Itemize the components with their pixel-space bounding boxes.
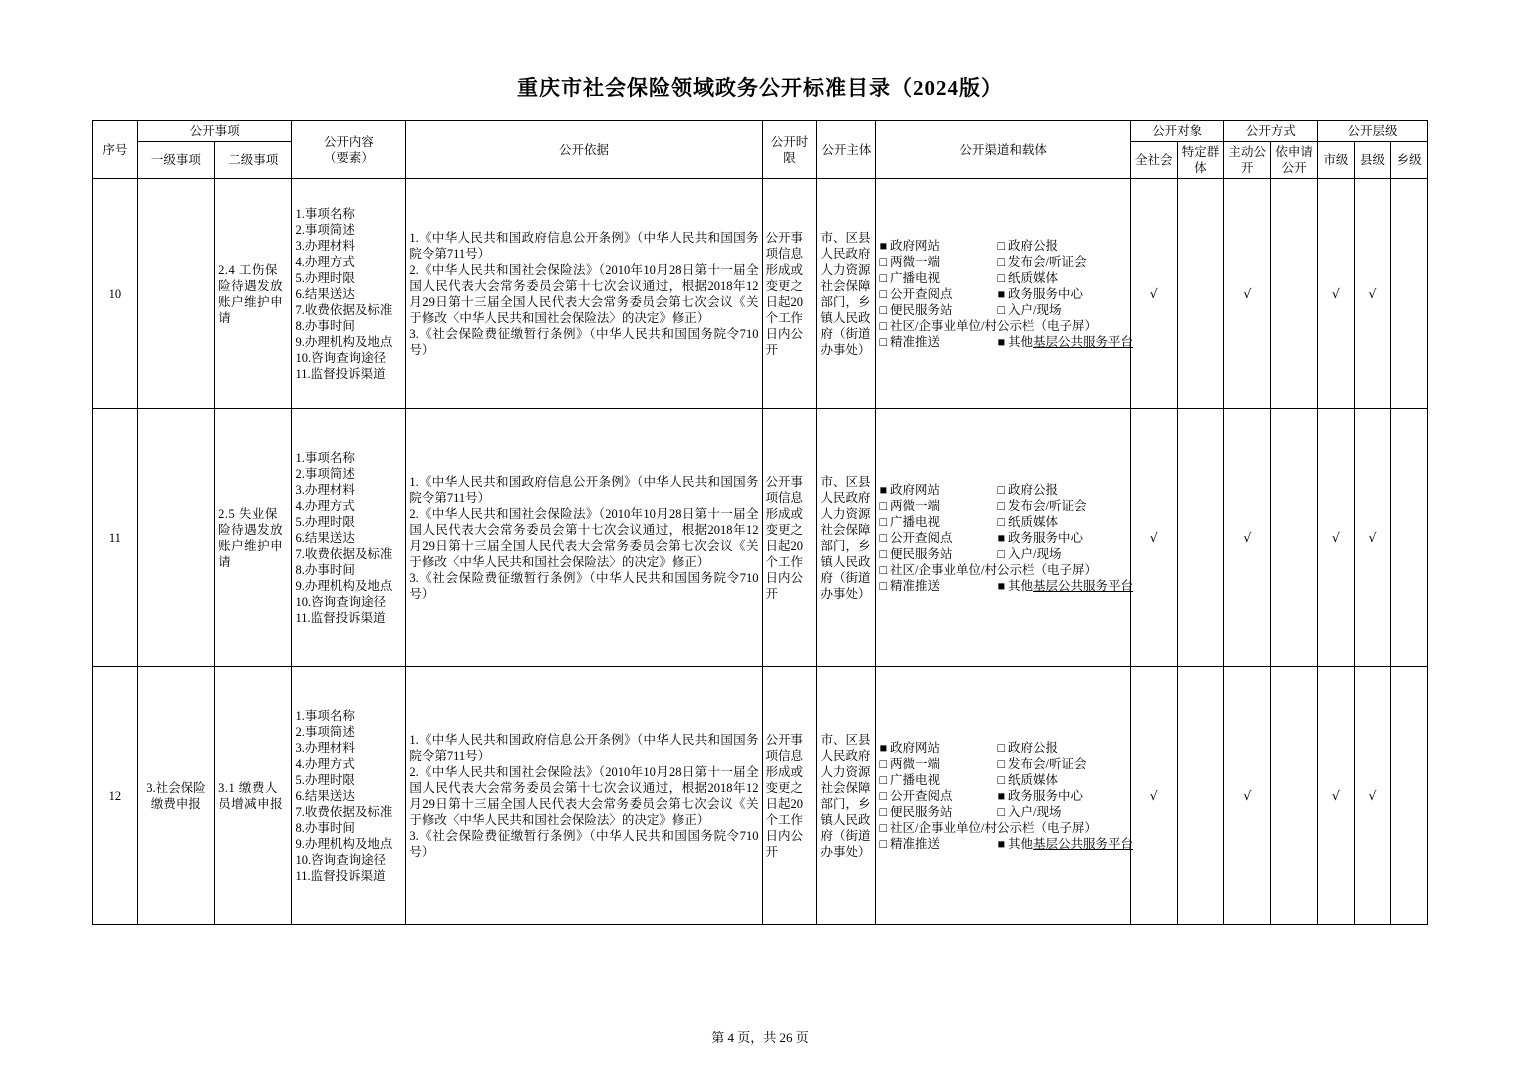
channel-option-convenience-station: □ 便民服务站 <box>879 546 997 562</box>
header-content-line1: 公开内容 <box>323 134 374 149</box>
cell-mode-request <box>1271 179 1318 409</box>
channel-option-gov-gazette: □ 政府公报 <box>997 482 1126 498</box>
cell-seq: 11 <box>93 409 138 667</box>
channel-option-door-to-door: □ 入户/现场 <box>997 302 1126 318</box>
channel-option-empty <box>997 820 1126 836</box>
header-matter-level1: 一级事项 <box>137 142 214 179</box>
cell-audience-specific <box>1177 179 1224 409</box>
channel-option-service-center: ■ 政务服务中心 <box>997 530 1126 546</box>
channel-option-two-micro-one-end: □ 两微一端 <box>879 498 997 514</box>
header-channels: 公开渠道和载体 <box>876 121 1130 179</box>
header-level-town: 乡级 <box>1391 142 1428 179</box>
channel-option-convenience-station: □ 便民服务站 <box>879 302 997 318</box>
header-mode-group: 公开方式 <box>1224 121 1318 142</box>
channel-option-gov-website: ■ 政府网站 <box>879 740 997 756</box>
cell-mode-active: √ <box>1224 179 1271 409</box>
cell-audience-specific <box>1177 409 1224 667</box>
cell-elements: 1.事项名称 2.事项简述 3.办理材料 4.办理方式 5.办理时限 6.结果送达 7.收费依据及标准 8.办事时间 9.办理机构及地点 10.咨询查询途径 11.监督投诉渠道 <box>292 179 406 409</box>
cell-audience-specific <box>1177 667 1224 925</box>
cell-subject: 市、区县人民政府人力资源社会保障部门，乡镇人民政府（街道办事处） <box>817 667 876 925</box>
cell-seq: 10 <box>93 179 138 409</box>
cell-level-city: √ <box>1318 667 1355 925</box>
cell-channels <box>876 409 1134 667</box>
channel-option-other: ■ 其他基层公共服务平台 <box>997 334 1133 350</box>
table-header-row-1 <box>93 121 1428 142</box>
channel-option-gov-gazette: □ 政府公报 <box>997 740 1126 756</box>
cell-elements: 1.事项名称 2.事项简述 3.办理材料 4.办理方式 5.办理时限 6.结果送达 7.收费依据及标准 8.办事时间 9.办理机构及地点 10.咨询查询途径 11.监督投诉渠道 <box>292 409 406 667</box>
header-mode-active: 主动公开 <box>1224 142 1271 179</box>
page-footer: 第 4 页，共 26 页 <box>711 1030 809 1045</box>
cell-level-town <box>1391 409 1428 667</box>
channel-option-press-conference: □ 发布会/听证会 <box>997 756 1126 772</box>
cell-level2: 3.1 缴费人员增减申报 <box>215 667 292 925</box>
channel-option-print-media: □ 纸质媒体 <box>997 514 1126 530</box>
channel-option-service-center: ■ 政务服务中心 <box>997 788 1126 804</box>
cell-subject: 市、区县人民政府人力资源社会保障部门，乡镇人民政府（街道办事处） <box>817 179 876 409</box>
cell-basis: 1.《中华人民共和国政府信息公开条例》（中华人民共和国国务院令第711号） 2.《中华人民共和国社会保险法》（2010年10月28日第十一届全国人民代表大会常务委员会第十七次会议通过，根据2018年12月29日第十三届全国人民代表大会常务委员会第七次会议《关于修改〈中华人民共和国社会保险法〉的决定》修正） 3.《社会保险费征缴暂行条例》（中华人民共和国国务院令710号） <box>406 179 762 409</box>
channel-option-public-reading: □ 公开查阅点 <box>879 286 997 302</box>
channel-option-community-bulletin: □ 社区/企事业单位/村公示栏（电子屏） <box>879 562 997 578</box>
cell-timelimit: 公开事项信息形成或变更之日起20个工作日内公开 <box>762 179 817 409</box>
cell-level-town <box>1391 667 1428 925</box>
table-row <box>93 179 1428 409</box>
channel-option-door-to-door: □ 入户/现场 <box>997 546 1126 562</box>
cell-level1 <box>137 409 214 667</box>
cell-basis: 1.《中华人民共和国政府信息公开条例》（中华人民共和国国务院令第711号） 2.《中华人民共和国社会保险法》（2010年10月28日第十一届全国人民代表大会常务委员会第十七次会议通过，根据2018年12月29日第十三届全国人民代表大会常务委员会第七次会议《关于修改〈中华人民共和国社会保险法〉的决定》修正） 3.《社会保险费征缴暂行条例》（中华人民共和国国务院令710号） <box>406 409 762 667</box>
channel-option-door-to-door: □ 入户/现场 <box>997 804 1126 820</box>
channel-option-public-reading: □ 公开查阅点 <box>879 530 997 546</box>
header-audience-specific: 特定群体 <box>1177 142 1224 179</box>
cell-level-county: √ <box>1354 409 1391 667</box>
channel-option-public-reading: □ 公开查阅点 <box>879 788 997 804</box>
header-matter-group: 公开事项 <box>137 121 292 142</box>
channel-option-service-center: ■ 政务服务中心 <box>997 286 1126 302</box>
channel-option-gov-gazette: □ 政府公报 <box>997 238 1126 254</box>
cell-subject: 市、区县人民政府人力资源社会保障部门，乡镇人民政府（街道办事处） <box>817 409 876 667</box>
cell-basis: 1.《中华人民共和国政府信息公开条例》（中华人民共和国国务院令第711号） 2.《中华人民共和国社会保险法》（2010年10月28日第十一届全国人民代表大会常务委员会第十七次会议通过，根据2018年12月29日第十三届全国人民代表大会常务委员会第七次会议《关于修改〈中华人民共和国社会保险法〉的决定》修正） 3.《社会保险费征缴暂行条例》（中华人民共和国国务院令710号） <box>406 667 762 925</box>
cell-channels <box>876 667 1134 925</box>
channel-option-broadcast-tv: □ 广播电视 <box>879 514 997 530</box>
channel-option-gov-website: ■ 政府网站 <box>879 482 997 498</box>
channel-option-precision-push: □ 精准推送 <box>879 334 997 350</box>
cell-timelimit: 公开事项信息形成或变更之日起20个工作日内公开 <box>762 667 817 925</box>
cell-mode-request <box>1271 409 1318 667</box>
table-row <box>93 409 1428 667</box>
cell-level-town <box>1391 179 1428 409</box>
channel-option-press-conference: □ 发布会/听证会 <box>997 498 1126 514</box>
channel-option-community-bulletin: □ 社区/企事业单位/村公示栏（电子屏） <box>879 318 997 334</box>
cell-elements: 1.事项名称 2.事项简述 3.办理材料 4.办理方式 5.办理时限 6.结果送达 7.收费依据及标准 8.办事时间 9.办理机构及地点 10.咨询查询途径 11.监督投诉渠道 <box>292 667 406 925</box>
cell-level-county: √ <box>1354 179 1391 409</box>
table-row <box>93 667 1428 925</box>
cell-level1: 3.社会保险缴费申报 <box>137 667 214 925</box>
header-basis: 公开依据 <box>406 121 762 179</box>
header-audience-all: 全社会 <box>1130 142 1177 179</box>
header-matter-level2: 二级事项 <box>215 142 292 179</box>
channel-option-two-micro-one-end: □ 两微一端 <box>879 756 997 772</box>
channel-option-community-bulletin: □ 社区/企事业单位/村公示栏（电子屏） <box>879 820 997 836</box>
channel-option-press-conference: □ 发布会/听证会 <box>997 254 1126 270</box>
header-audience-group: 公开对象 <box>1130 121 1224 142</box>
header-content <box>292 121 406 179</box>
channel-option-empty <box>997 562 1126 578</box>
cell-audience-all: √ <box>1130 409 1177 667</box>
cell-level-city: √ <box>1318 179 1355 409</box>
disclosure-catalog-table <box>92 120 1428 925</box>
cell-audience-all: √ <box>1130 667 1177 925</box>
cell-level2: 2.5 失业保险待遇发放账户维护申请 <box>215 409 292 667</box>
channel-option-two-micro-one-end: □ 两微一端 <box>879 254 997 270</box>
cell-level2: 2.4 工伤保险待遇发放账户维护申请 <box>215 179 292 409</box>
channel-option-precision-push: □ 精准推送 <box>879 836 997 852</box>
channel-option-other: ■ 其他基层公共服务平台 <box>997 578 1133 594</box>
channel-option-gov-website: ■ 政府网站 <box>879 238 997 254</box>
header-level-group: 公开层级 <box>1318 121 1428 142</box>
header-content-line2: （要素） <box>323 150 374 165</box>
cell-level1 <box>137 179 214 409</box>
header-level-county: 县级 <box>1354 142 1391 179</box>
cell-seq: 12 <box>93 667 138 925</box>
header-timelimit: 公开时限 <box>762 121 817 179</box>
cell-timelimit: 公开事项信息形成或变更之日起20个工作日内公开 <box>762 409 817 667</box>
channel-option-convenience-station: □ 便民服务站 <box>879 804 997 820</box>
channel-option-broadcast-tv: □ 广播电视 <box>879 772 997 788</box>
cell-audience-all: √ <box>1130 179 1177 409</box>
channel-option-empty <box>997 318 1126 334</box>
header-level-city: 市级 <box>1318 142 1355 179</box>
cell-level-city: √ <box>1318 409 1355 667</box>
table-body <box>93 179 1428 925</box>
header-mode-request: 依申请公开 <box>1271 142 1318 179</box>
channel-option-precision-push: □ 精准推送 <box>879 578 997 594</box>
channel-option-print-media: □ 纸质媒体 <box>997 772 1126 788</box>
cell-channels <box>876 179 1134 409</box>
channel-option-broadcast-tv: □ 广播电视 <box>879 270 997 286</box>
cell-mode-active: √ <box>1224 409 1271 667</box>
cell-mode-request <box>1271 667 1318 925</box>
header-seq: 序号 <box>93 121 138 179</box>
cell-mode-active: √ <box>1224 667 1271 925</box>
page-title: 重庆市社会保险领域政务公开标准目录（2024版） <box>517 76 1003 100</box>
channel-option-other: ■ 其他基层公共服务平台 <box>997 836 1133 852</box>
channel-option-print-media: □ 纸质媒体 <box>997 270 1126 286</box>
header-subject: 公开主体 <box>817 121 876 179</box>
cell-level-county: √ <box>1354 667 1391 925</box>
